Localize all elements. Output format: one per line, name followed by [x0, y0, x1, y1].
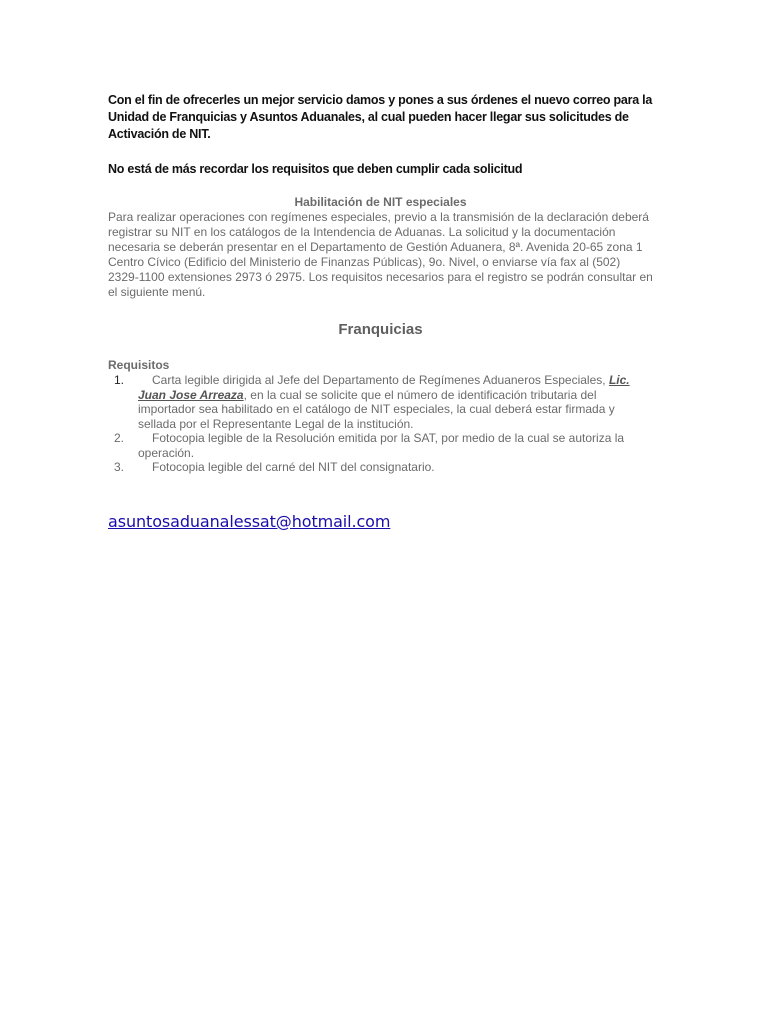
requirements-list: [108, 373, 653, 475]
contact-person-name: Lic. Juan Jose Arreaza: [138, 373, 630, 402]
habilitacion-body: Para realizar operaciones con regímenes especiales, previo a la transmisión de la declaración deberá registrar su NIT en los catálogos de la Intendencia de Aduanas. La solicitud y la documentación necesaria se deberán presentar en el Departamento de Gestión Aduanera, 8ª. Avenida 20-65 zona 1 Centro Cívico (Edificio del Ministerio de Finanzas Públicas), 9o. Nivel, o enviarse vía fax al (502) 2329-1100 extensiones 2973 ó 2975. Los requisitos necesarios para el registro se podrán consultar en el siguiente menú.: [108, 210, 653, 299]
requisitos-label: Requisitos: [108, 358, 170, 372]
requirement-item: [108, 460, 653, 475]
requirement-number: 2.: [114, 431, 125, 445]
requirement-text: [138, 373, 630, 431]
habilitacion-title: Habilitación de NIT especiales: [294, 195, 467, 209]
franquicias-heading: Franquicias: [338, 321, 423, 338]
requirement-text: [138, 460, 435, 474]
requirement-text: [138, 431, 624, 460]
requirement-text-before: Carta legible dirigida al Jefe del Departamento de Regímenes Aduaneros Especiales,: [152, 373, 609, 387]
requirement-text-body: Fotocopia legible del carné del NIT del consignatario.: [152, 460, 435, 474]
requirement-number: 1.: [114, 373, 125, 387]
requirement-text-after: , en la cual se solicite que el número de identificación tributaria del importador sea habilitado en el catálogo de NIT especiales, la cual deberá estar firmada y sellada por el Representante Legal de la institución.: [138, 387, 615, 431]
document-page: [108, 92, 653, 532]
requirement-text-body: Fotocopia legible de la Resolución emitida por la SAT, por medio de la cual se autoriza la operación.: [138, 431, 625, 460]
reminder-text: No está de más recordar los requisitos que deben cumplir cada solicitud: [108, 162, 523, 176]
requirement-number: 3.: [114, 460, 125, 474]
email-link[interactable]: asuntosaduanalessat@hotmail.com: [108, 511, 391, 531]
requirement-item: [108, 373, 653, 431]
requirement-item: [108, 431, 653, 460]
intro-paragraph: Con el fin de ofrecerles un mejor servicio damos y pones a sus órdenes el nuevo correo para la Unidad de Franquicias y Asuntos Aduanales, al cual pueden hacer llegar sus solicitudes de Activación de NIT.: [108, 93, 653, 141]
